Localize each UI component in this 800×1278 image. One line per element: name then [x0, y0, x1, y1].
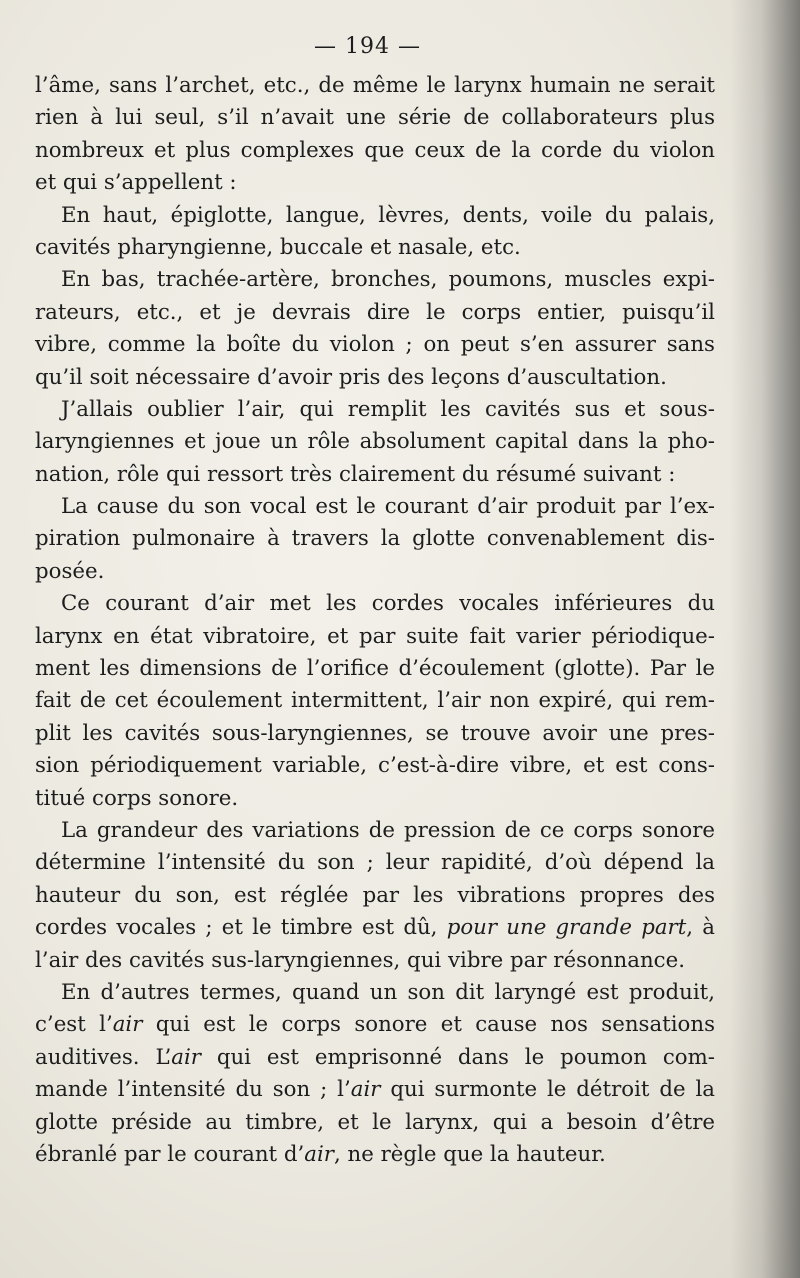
- text-line: [35, 297, 715, 329]
- text-line: [35, 815, 715, 847]
- body-text: [35, 70, 715, 1171]
- text-line: [35, 70, 715, 102]
- text-segment: piration pulmonaire à travers la glotte convenablement dis-: [35, 526, 715, 552]
- text-line: [35, 718, 715, 750]
- text-segment: En haut, épiglotte, langue, lèvres, dents, voile du palais,: [61, 202, 715, 228]
- text-line: [35, 232, 715, 264]
- text-segment: ébranlé par le courant d’: [35, 1141, 305, 1167]
- italic-text: air: [112, 1012, 143, 1038]
- text-segment: rien à lui seul, s’il n’avait une série de collaborateurs plus: [35, 105, 715, 131]
- text-segment: La grandeur des variations de pression de ce corps sonore: [61, 817, 715, 843]
- text-line: [35, 1107, 715, 1139]
- text-segment: glotte préside au timbre, et le larynx, qui a besoin d’être: [35, 1109, 715, 1135]
- text-line: [35, 912, 715, 944]
- text-line: [35, 167, 715, 199]
- text-line: [35, 556, 715, 588]
- text-segment: c’est l’: [35, 1012, 113, 1038]
- text-line: [35, 783, 715, 815]
- text-segment: La cause du son vocal est le courant d’air produit par l’ex-: [61, 494, 715, 520]
- page-gutter-shadow: [730, 0, 800, 1278]
- text-line: [35, 1074, 715, 1106]
- text-segment: , ne règle que la hauteur.: [333, 1141, 606, 1167]
- text-segment: auditives. L’: [35, 1044, 172, 1070]
- text-line: [35, 135, 715, 167]
- text-segment: détermine l’intensité du son ; leur rapidité, d’où dépend la: [35, 850, 715, 876]
- text-segment: l’air des cavités sus-laryngiennes, qui vibre par résonnance.: [35, 947, 685, 973]
- text-segment: Ce courant d’air met les cordes vocales inférieures du: [61, 591, 715, 617]
- text-segment: J’allais oublier l’air, qui remplit les cavités sus et sous-: [61, 396, 715, 422]
- italic-text: air: [171, 1044, 201, 1070]
- text-line: [35, 847, 715, 879]
- text-line: [35, 1139, 715, 1171]
- text-segment: , à: [686, 915, 715, 941]
- text-segment: et qui s’appellent :: [35, 170, 237, 196]
- text-line: [35, 394, 715, 426]
- text-segment: En bas, trachée-artère, bronches, poumons, muscles expi-: [61, 267, 715, 293]
- text-segment: qu’il soit nécessaire d’avoir pris des leçons d’auscultation.: [35, 364, 667, 390]
- text-line: [35, 653, 715, 685]
- text-line: [35, 1042, 715, 1074]
- text-segment: vibre, comme la boîte du violon ; on peut s’en assurer sans: [35, 332, 715, 358]
- text-segment: En d’autres termes, quand un son dit laryngé est produit,: [61, 979, 715, 1005]
- text-line: [35, 588, 715, 620]
- text-line: [35, 523, 715, 555]
- italic-text: pour une grande part: [446, 915, 687, 941]
- text-segment: hauteur du son, est réglée par les vibrations propres des: [35, 882, 715, 908]
- text-segment: qui est emprisonné dans le poumon com-: [200, 1044, 715, 1070]
- text-segment: laryngiennes et joue un rôle absolument capital dans la pho-: [35, 429, 715, 455]
- text-line: [35, 426, 715, 458]
- text-segment: qui surmonte le détroit de la: [380, 1077, 715, 1103]
- text-segment: nombreux et plus complexes que ceux de la corde du violon: [35, 137, 715, 163]
- text-line: [35, 685, 715, 717]
- text-segment: l’âme, sans l’archet, etc., de même le larynx humain ne serait: [35, 73, 715, 98]
- text-line: [35, 621, 715, 653]
- text-line: [35, 750, 715, 782]
- text-line: [35, 102, 715, 134]
- text-line: [35, 880, 715, 912]
- text-segment: titué corps sonore.: [35, 785, 239, 811]
- text-segment: posée.: [35, 558, 105, 584]
- text-segment: rateurs, etc., et je devrais dire le corps entier, puisqu’il: [35, 299, 715, 325]
- text-line: [35, 200, 715, 232]
- italic-text: air: [350, 1077, 381, 1103]
- text-segment: plit les cavités sous-laryngiennes, se trouve avoir une pres-: [35, 720, 715, 746]
- text-segment: mande l’intensité du son ; l’: [35, 1077, 351, 1103]
- text-segment: fait de cet écoulement intermittent, l’air non expiré, qui rem-: [35, 688, 715, 714]
- text-segment: nation, rôle qui ressort très clairement du résumé suivant :: [35, 461, 676, 487]
- text-line: [35, 491, 715, 523]
- text-line: [35, 977, 715, 1009]
- text-segment: cavités pharyngienne, buccale et nasale, etc.: [35, 234, 521, 260]
- text-line: [35, 1009, 715, 1041]
- text-segment: ment les dimensions de l’orifice d’écoulement (glotte). Par le: [35, 656, 715, 682]
- text-segment: cordes vocales ; et le timbre est dû,: [35, 915, 447, 941]
- italic-text: air: [304, 1141, 334, 1167]
- text-segment: qui est le corps sonore et cause nos sensations: [142, 1012, 715, 1038]
- text-line: [35, 329, 715, 361]
- text-line: [35, 459, 715, 491]
- text-line: [35, 264, 715, 296]
- text-segment: sion périodiquement variable, c’est-à-dire vibre, et est cons-: [35, 753, 715, 779]
- page-number: — 194 —: [314, 34, 421, 59]
- text-line: [35, 945, 715, 977]
- text-segment: larynx en état vibratoire, et par suite fait varier périodique-: [35, 623, 715, 649]
- text-line: [35, 362, 715, 394]
